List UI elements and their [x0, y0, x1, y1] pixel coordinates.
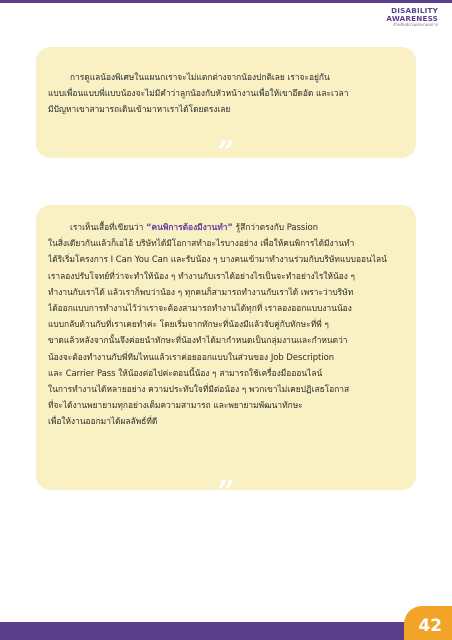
text-line: มีปัญหาเขาสามารถเดินเข้ามาหาเราได้โดยตรงเลย	[48, 104, 231, 115]
quote-box-2-text	[48, 219, 404, 430]
text-line: การดูแลน้องพิเศษในแผนกเราจะไม่แตกต่างจากน้องปกติเลย เราจะอยู่กัน	[70, 72, 330, 82]
close-quote-mark: ”	[217, 135, 235, 170]
text-line: ได้ออกแบบการทำงานไว้ว่าเราจะต้องสามารถทำงานได้ทุกที่ เราลองออกแบบงานน้อง	[48, 303, 352, 314]
highlight-phrase: “คนพิการต้องมีงานทำ”	[145, 222, 233, 232]
text-line: ในสิ่งเดียวกันแล้วก็เอไอ้ บริษัทได้มีโอกาสทำอะไรบางอย่าง เพื่อให้คนพิการได้มีงานทำ	[48, 238, 355, 249]
text-line: เพื่อให้งานออกมาได้ผลลัพธ์ที่ดี	[48, 416, 158, 427]
brand-line-awareness: AWARENESS	[386, 13, 438, 23]
text-line: ขาดแล้วหลังจากนั้นจึงค่อยนำทักษะที่น้องทำได้มากำหนดเป็นกลุ่มงานและกำหนดว่า	[48, 335, 348, 346]
close-quote-mark: ”	[217, 475, 235, 510]
top-accent-bar	[0, 0, 452, 3]
text-line: ที่จะได้งานพยายามทุกอย่างเต็มความสามารถ และพยายามพัฒนาทักษะ	[48, 400, 303, 411]
text-line: ได้ริเริ่มโครงการ I Can You Can และรับน้อง ๆ บางคนเข้ามาทำงานร่วมกับบริษัทแบบออนไลน์	[48, 254, 387, 265]
text-line-first	[48, 219, 404, 235]
text-line: และ Carrier Pass ให้น้องต่อไปค่ะตอนนี้น้อง ๆ สามารถใช้เครื่องมือออนไลน์	[48, 367, 323, 378]
open-quote-mark: “	[217, 177, 235, 212]
text-line: ทำงานกับเราได้ แล้วเราก็พบว่าน้อง ๆ ทุกคนก็สามารถทำงานกับเราได้ เพราะว่าบริษัท	[48, 286, 354, 297]
quote-box-1-text	[48, 69, 404, 118]
quote-box-2	[36, 205, 416, 490]
text-line: ในการทำงานได้หลายอย่าง ความประทับใจที่มีต่อน้อง ๆ พวกเขาไม่เคยปฏิเสธโอกาส	[48, 384, 350, 395]
text-line: น้องจะต้องทำงานกับพี่ทีมไหนแล้วเราค่อยออกแบบในส่วนของ Job Description	[48, 351, 335, 362]
brand-subtitle: สำหรับสถานประกอบการ	[393, 22, 438, 28]
open-quote-mark: “	[217, 19, 235, 54]
text-fragment: เราเห็นเสื้อที่เขียนว่า	[70, 222, 146, 232]
brand-logo	[386, 7, 438, 28]
text-line: เราลองปรับโจทย์ที่ว่าจะทำให้น้อง ๆ ทำงานกับเราได้อย่างไรเป็นจะทำอย่างไรให้น้อง ๆ	[48, 270, 355, 281]
text-fragment: รู้สึกว่าตรงกับ Passion	[232, 222, 319, 232]
text-line: แบบกลับด้านกับที่เราเคยทำค่ะ โดยเริ่มจากทักษะที่น้องมีแล้วจับคู่กับทักษะที่พี่ ๆ	[48, 319, 329, 330]
text-line: แบบเพื่อนแบบพี่แบบน้องจะไม่มีคำว่าลูกน้องกับหัวหน้างานเพื่อให้เขาอึดอัด และเวลา	[48, 88, 349, 99]
page-number: 42	[418, 616, 442, 636]
footer-bar	[0, 622, 452, 640]
brand-line-disability: DISABILITY	[391, 6, 438, 15]
